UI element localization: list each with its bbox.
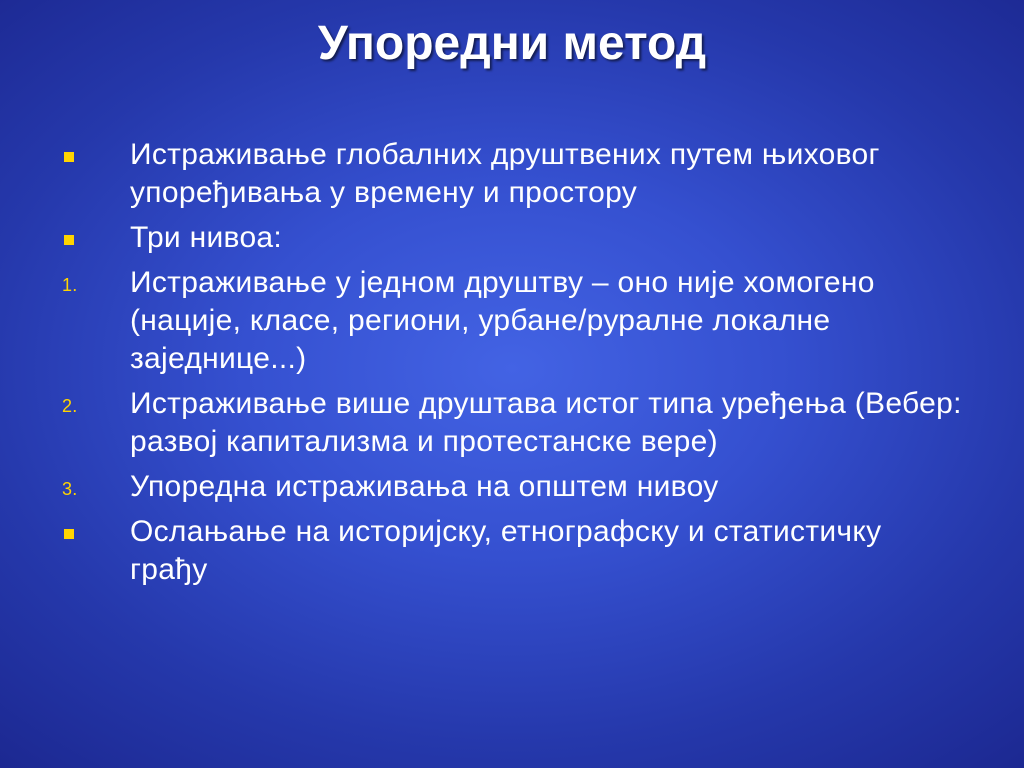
list-number: 2.	[62, 396, 78, 416]
list-item	[0, 136, 1024, 212]
list-item	[0, 385, 1024, 461]
square-bullet-icon	[64, 529, 74, 539]
list-item	[0, 219, 1024, 257]
list-item-text: Истраживање више друштава истог типа уређења (Вебер: развој капитализма и протестанске вере)	[130, 387, 962, 458]
list-item-text: Упоредна истраживања на општем нивоу	[130, 470, 719, 503]
list-number: 3.	[62, 479, 78, 499]
list-number: 1.	[62, 275, 78, 295]
square-bullet-icon	[64, 152, 74, 162]
list-item	[0, 468, 1024, 506]
list-item-text: Истраживање у једном друштву – оно није хомогено (нације, класе, региони, урбане/руралне локалне заједнице...)	[130, 266, 875, 375]
list-item-text: Ослањање на историјску, етнографску и статистичку грађу	[130, 515, 882, 586]
slide-title: Упоредни метод	[317, 17, 707, 70]
list-item-text: Три нивоа:	[130, 221, 283, 254]
list-item-text: Истраживање глобалних друштвених путем њиховог упоређивања у времену и простору	[130, 138, 880, 209]
square-bullet-icon	[64, 235, 74, 245]
list-item	[0, 264, 1024, 378]
bullet-list	[0, 136, 1024, 596]
list-item	[0, 513, 1024, 589]
